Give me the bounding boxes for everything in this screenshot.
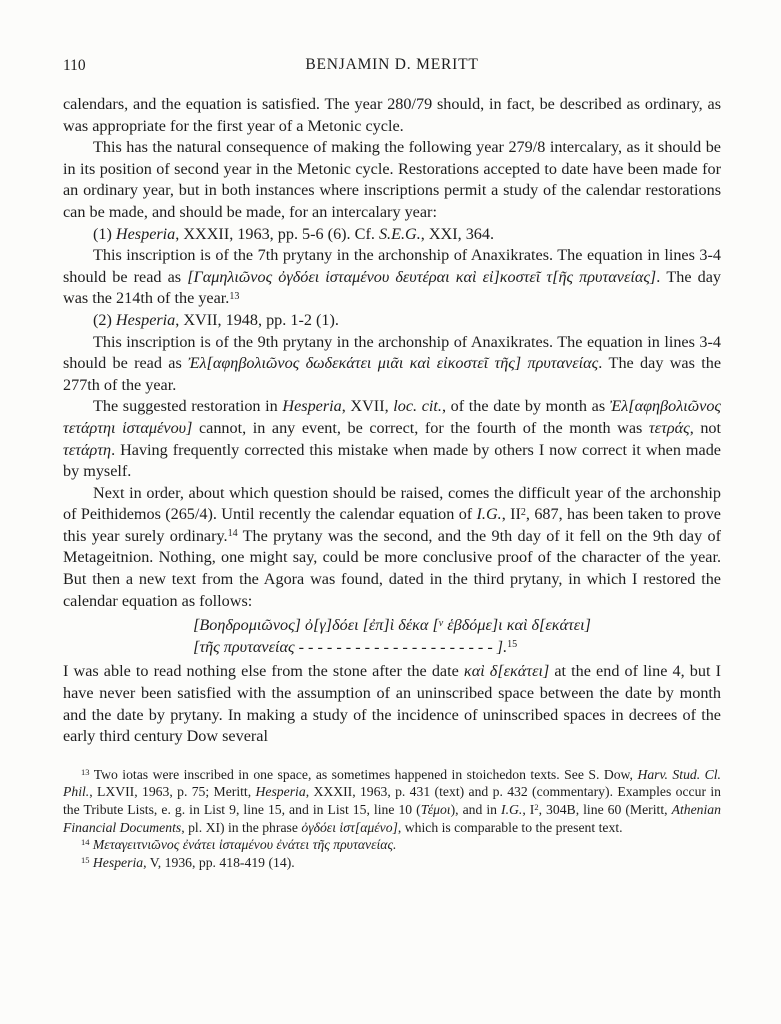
- italic-text: Athenian Financial Documents: [63, 802, 721, 835]
- page-number: 110: [63, 57, 86, 74]
- text-run: , LXVII, 1963, p. 75; Meritt,: [89, 784, 256, 800]
- footnote: [63, 836, 721, 854]
- greek-text: Τέμοι: [420, 802, 451, 817]
- text-run: , XXXII, 1963, pp. 5-6 (6). Cf.: [175, 224, 379, 243]
- superscript: v: [438, 617, 444, 629]
- superscript: 14: [227, 528, 238, 540]
- greek-text: [Βοηδρομιῶνος] ὀ[γ]δόει [ἐπ]ὶ δέκα [: [193, 616, 439, 635]
- text-run: , II: [501, 505, 521, 524]
- greek-text: ὀγδόει ἱστ[αμένο]: [301, 819, 398, 835]
- text-run: (1): [93, 224, 116, 243]
- text-run: , pl. XI) in the phrase: [181, 819, 302, 835]
- italic-text: I.G.: [476, 505, 502, 524]
- greek-text: Ἐλ[αφηβολιῶνος τετάρτηι ἱσταμένου]: [63, 397, 721, 437]
- italic-text: S.E.G.: [378, 224, 421, 243]
- text-run: , 304B, line 60 (Meritt,: [538, 802, 672, 817]
- text-run: ), and in: [450, 802, 502, 817]
- equation-line: [193, 637, 591, 659]
- paragraph: [63, 310, 721, 332]
- text-run: . Having frequently corrected this mistake when made by others I now correct it when made by myself.: [63, 440, 721, 481]
- text-run: cannot, in any event, be correct, for the fourth of the month was: [192, 418, 649, 437]
- superscript: 13: [229, 290, 240, 302]
- epigraphic-equation: [63, 615, 721, 658]
- running-head: BENJAMIN D. MERITT: [305, 56, 479, 73]
- text-run: , V, 1936, pp. 418-419 (14).: [143, 854, 295, 870]
- footnotes: [63, 766, 721, 872]
- text-run: Next in order, about which question should be raised, comes the difficult year of the archonship of Peithidemos (265/4). Until recently the calendar equation of: [63, 483, 721, 524]
- greek-text: Μεταγειτνιῶνος ἐνάτει ἱσταμένου ἐνάτει τῆς πρυτανείας.: [89, 837, 397, 853]
- epigraphic-equation-lines: [193, 615, 591, 658]
- equation-line: [193, 615, 591, 637]
- italic-text: Harv. Stud. Cl. Phil.: [63, 766, 721, 800]
- italic-text: I.G.: [501, 802, 523, 817]
- italic-text: Hesperia: [115, 310, 176, 329]
- greek-text: τετάρτη: [63, 440, 112, 459]
- greek-text: τετράς: [648, 418, 690, 437]
- text-run: at the end of line 4, but I have never been satisfied with the assumption of an uninscribed space between the date by month and the date by prytany. In making a study of the incidence of uninscribed spaces in decrees of the early third century Dow several: [63, 662, 721, 746]
- superscript: 15: [81, 854, 90, 865]
- text-run: , XVII,: [341, 397, 394, 416]
- text-run: This inscription is of the 7th prytany in the archonship of Anaxikrates. The equation in lines 3-4 should be read as: [63, 246, 721, 286]
- italic-text: Hesperia: [282, 397, 342, 416]
- superscript: 15: [507, 639, 518, 651]
- greek-text: ἑβδόμε]ι καὶ δ[εκάτει]: [443, 616, 591, 635]
- superscript: 14: [81, 837, 90, 848]
- text-run: Two iotas were inscribed in one space, as sometimes happened in stoichedon texts. See S. Dow,: [89, 766, 638, 782]
- text-run: . The day was the 214th of the year.: [63, 267, 721, 308]
- paragraph: [63, 483, 721, 613]
- text-run: The prytany was the second, and the 9th day of it fell on the 9th day of Metageitnion. Nothing, one might say, could be more conclusive proof of the character of the year. But then a new text from the Agora was found, dated in the third prytany, in which I restored the calendar equation as follows:: [63, 526, 722, 610]
- text-run: , not: [689, 418, 722, 437]
- greek-text: Ἐλ[αφηβολιῶνος δωδεκάτει μιᾶι καὶ εἰκοστεῖ τῆς] πρυτανείας: [188, 354, 599, 373]
- page-header: [63, 56, 721, 78]
- italic-text: Hesperia: [115, 224, 176, 243]
- text-run: I was able to read nothing else from the stone after the date: [63, 662, 464, 681]
- text-run: , 687, has been taken to prove this year surely ordinary.: [63, 505, 721, 545]
- text-run: , which is comparable to the present text.: [397, 819, 623, 835]
- text-run: , XXXII, 1963, p. 431 (text) and p. 432 (commentary). Examples occur in the Tribute Lists, e. g. in List 9, line 15, and in List 15, line 10 (: [63, 784, 722, 817]
- body-content: [63, 94, 721, 748]
- text-run: (2): [93, 310, 116, 329]
- italic-text: loc. cit.: [393, 397, 442, 416]
- text-run: , I: [522, 802, 535, 817]
- greek-text: [Γαμηλιῶνος ὀγδόει ἱσταμένου δευτέραι καὶ εἰ]κοστεῖ τ[ῆς πρυτανείας]: [187, 267, 657, 286]
- text-run: , XXI, 364.: [420, 224, 495, 243]
- paragraph: [63, 332, 721, 397]
- paragraph: [63, 224, 721, 246]
- paragraph: [63, 94, 721, 137]
- superscript: 2: [520, 506, 526, 518]
- text-run: This inscription is of the 9th prytany in the archonship of Anaxikrates. The equation in lines 3-4 should be read as: [63, 332, 721, 373]
- text-run: , XVII, 1948, pp. 1-2 (1).: [175, 310, 339, 329]
- superscript: 13: [81, 767, 90, 777]
- paragraph: [63, 661, 721, 747]
- footnote: [63, 854, 721, 872]
- italic-text: Hesperia: [255, 784, 306, 800]
- paragraph: [63, 245, 721, 310]
- greek-text: [τῆς πρυτανείας: [193, 637, 299, 656]
- superscript: 2: [534, 802, 539, 813]
- greek-text: καὶ δ[εκάτει]: [463, 662, 550, 681]
- text-run: . The day was the 277th of the year.: [63, 354, 722, 394]
- footnote: [63, 766, 721, 836]
- paragraph: [63, 396, 721, 482]
- text-run: calendars, and the equation is satisfied. The year 280/79 should, in fact, be described as ordinary, as was appropriate for the first year of a Metonic cycle.: [63, 95, 721, 135]
- paragraph: [63, 137, 721, 223]
- italic-text: Hesperia: [92, 854, 144, 870]
- text-run: This has the natural consequence of making the following year 279/8 intercalary, as it should be in its position of second year in the Metonic cycle. Restorations accepted to date have been made for an ordinary year, but in both instances where inscriptions permit a study of the calendar restorations can be made, and should be made, for an intercalary year:: [63, 138, 721, 221]
- text-run: , of the date by month as: [441, 397, 610, 416]
- greek-text: ].: [496, 637, 508, 656]
- text-run: - - - - - - - - - - - - - - - - - - - - -: [298, 637, 497, 656]
- text-run: The suggested restoration in: [93, 397, 283, 416]
